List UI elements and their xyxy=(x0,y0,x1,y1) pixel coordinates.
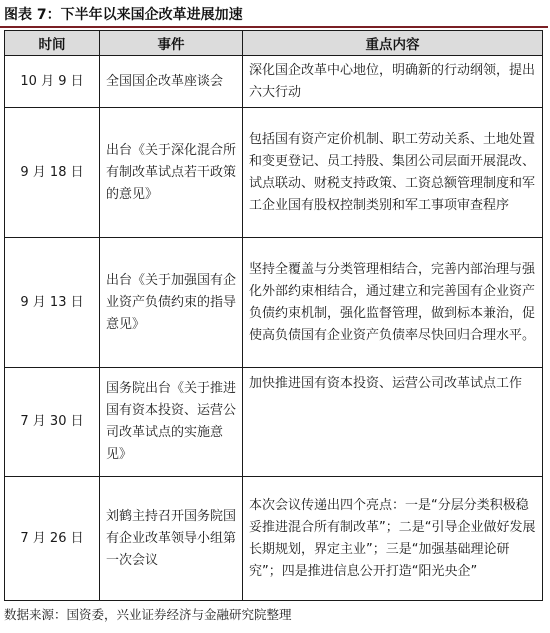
row-content: 加快推进国有资本投资、运营公司改革试点工作 xyxy=(243,368,543,477)
data-source-note: 数据来源：国资委，兴业证券经济与金融研究院整理 xyxy=(4,607,292,622)
row-event: 出台《关于深化混合所有制改革试点若干政策的意见》 xyxy=(100,108,243,238)
figure-title: 图表 7：下半年以来国企改革进展加速 xyxy=(4,7,243,23)
table-row xyxy=(5,56,543,108)
row-content: 本次会议传递出四个亮点：一是“分层分类积极稳妥推进混合所有制改革”；二是“引导企业做好发展长期规划，界定主业”；三是“加强基础理论研究”；四是推进信息公开打造“阳光央企” xyxy=(243,477,543,601)
title-underline xyxy=(0,26,548,28)
reform-progress-table xyxy=(4,30,543,601)
row-content: 深化国企改革中心地位，明确新的行动纲领，提出六大行动 xyxy=(243,56,543,108)
header-content: 重点内容 xyxy=(243,31,543,56)
table-row xyxy=(5,238,543,368)
row-event: 出台《关于加强国有企业资产负债约束的指导意见》 xyxy=(100,238,243,368)
table-row xyxy=(5,477,543,601)
row-date: 10 月 9 日 xyxy=(5,56,100,108)
table-row xyxy=(5,108,543,238)
row-event: 刘鹤主持召开国务院国有企业改革领导小组第一次会议 xyxy=(100,477,243,601)
table-header-row xyxy=(5,31,543,56)
table-row xyxy=(5,368,543,477)
row-date: 7 月 26 日 xyxy=(5,477,100,601)
row-content: 包括国有资产定价机制、职工劳动关系、土地处置和变更登记、员工持股、集团公司层面开展混改、试点联动、财税支持政策、工资总额管理制度和军工企业国有股权控制类别和军工事项审查程序 xyxy=(243,108,543,238)
row-event: 国务院出台《关于推进国有资本投资、运营公司改革试点的实施意见》 xyxy=(100,368,243,477)
row-date: 9 月 18 日 xyxy=(5,108,100,238)
row-date: 9 月 13 日 xyxy=(5,238,100,368)
header-event: 事件 xyxy=(100,31,243,56)
row-event: 全国国企改革座谈会 xyxy=(100,56,243,108)
row-date: 7 月 30 日 xyxy=(5,368,100,477)
header-time: 时间 xyxy=(5,31,100,56)
row-content: 坚持全覆盖与分类管理相结合，完善内部治理与强化外部约束相结合，通过建立和完善国有企业资产负债约束机制，强化监督管理，做到标本兼治，促使高负债国有企业资产负债率尽快回归合理水平。 xyxy=(243,238,543,368)
